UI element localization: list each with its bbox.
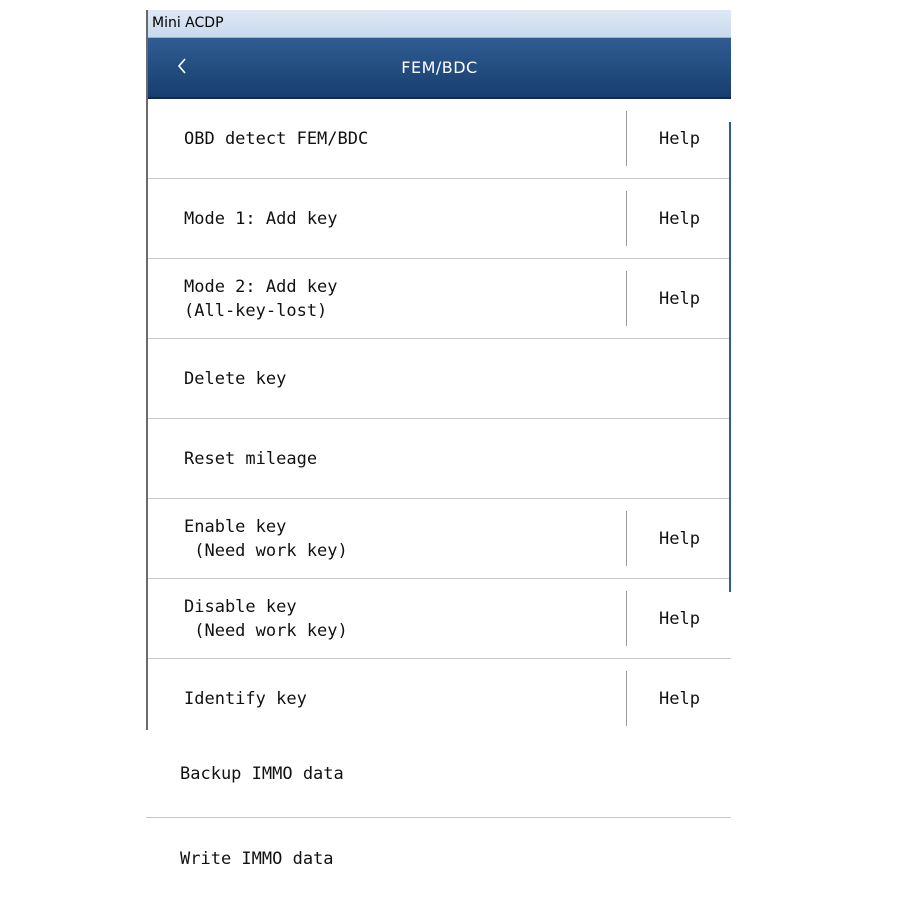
menu-item-obd-detect[interactable] <box>148 99 731 179</box>
help-button[interactable] <box>628 99 731 178</box>
extra-menu-list <box>146 730 731 900</box>
help-button[interactable] <box>628 179 731 258</box>
menu-item-disable-key[interactable] <box>148 579 731 659</box>
menu-item-identify-key[interactable] <box>148 659 731 730</box>
help-label: Help <box>659 208 700 229</box>
menu-item-label: Reset mileage <box>184 448 318 469</box>
menu-item-label: Backup IMMO data <box>180 763 344 784</box>
menu-item-mode1-add-key[interactable] <box>148 179 731 259</box>
window-titlebar <box>148 10 731 38</box>
menu-item-delete-key[interactable] <box>148 339 731 419</box>
menu-list <box>148 99 731 730</box>
help-label: Help <box>659 688 700 709</box>
menu-item-label: Enable key (Need work key) <box>184 516 348 561</box>
vertical-divider <box>626 591 627 646</box>
scrollbar[interactable] <box>729 122 731 592</box>
vertical-divider <box>626 671 627 726</box>
menu-item-backup-immo[interactable] <box>146 730 731 818</box>
app-window <box>146 10 731 730</box>
menu-item-label: Mode 1: Add key <box>184 208 338 229</box>
page-title: FEM/BDC <box>401 58 478 77</box>
help-button[interactable] <box>628 499 731 578</box>
menu-item-label: Delete key <box>184 368 287 389</box>
menu-item-write-immo[interactable] <box>146 818 731 900</box>
help-label: Help <box>659 288 700 309</box>
page-header <box>148 38 731 99</box>
menu-item-reset-mileage[interactable] <box>148 419 731 499</box>
vertical-divider <box>626 511 627 566</box>
window-title: Mini ACDP <box>152 15 224 31</box>
help-button[interactable] <box>628 579 731 658</box>
menu-item-label: Mode 2: Add key (All-key-lost) <box>184 276 338 321</box>
vertical-divider <box>626 111 627 166</box>
help-label: Help <box>659 608 700 629</box>
vertical-divider <box>626 271 627 326</box>
vertical-divider <box>626 191 627 246</box>
help-button[interactable] <box>628 659 731 730</box>
menu-item-label: Identify key <box>184 688 307 709</box>
menu-item-label: OBD detect FEM/BDC <box>184 128 369 149</box>
help-label: Help <box>659 128 700 149</box>
menu-item-label: Disable key (Need work key) <box>184 596 348 641</box>
help-button[interactable] <box>628 259 731 338</box>
help-label: Help <box>659 528 700 549</box>
menu-item-label: Write IMMO data <box>180 849 334 869</box>
menu-item-mode2-add-key[interactable] <box>148 259 731 339</box>
menu-item-enable-key[interactable] <box>148 499 731 579</box>
